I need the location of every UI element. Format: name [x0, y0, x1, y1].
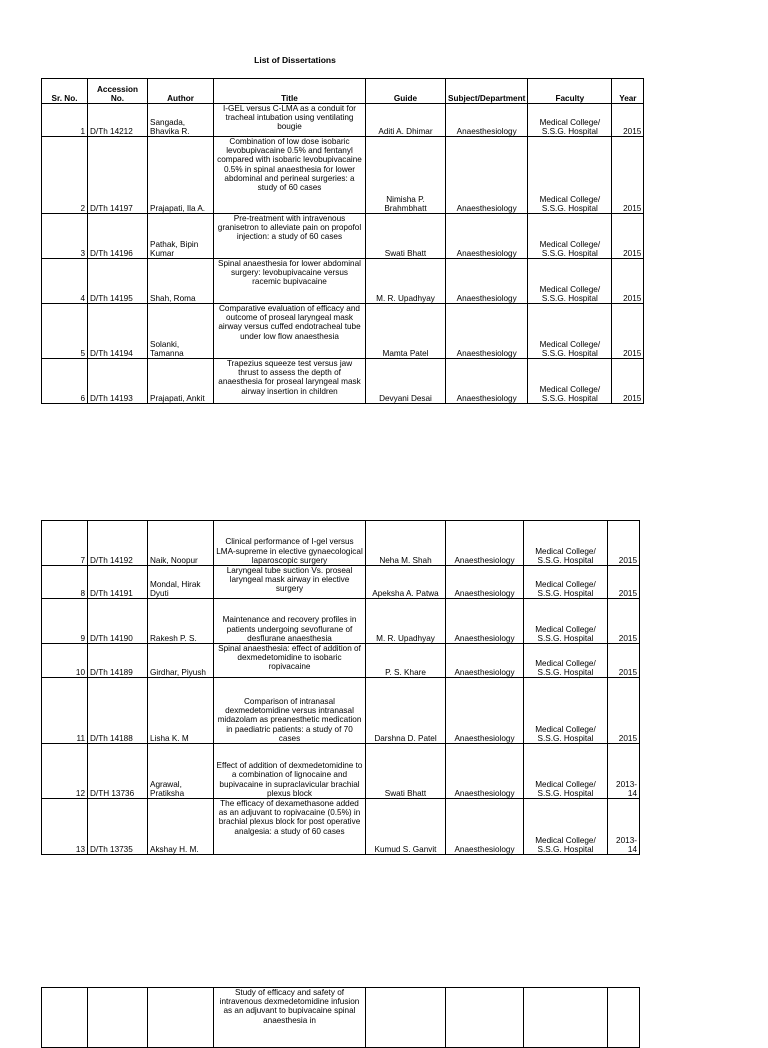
subject: Anaesthesiology — [446, 644, 524, 678]
table-row — [42, 304, 644, 359]
sr-no: 11 — [42, 678, 88, 744]
faculty: Medical College/ S.S.G. Hospital — [528, 137, 612, 214]
title: Trapezius squeeze test versus jaw thrust to assess the depth of anaesthesia for proseal laryngeal mask airway insertion in children — [214, 359, 366, 404]
subject: Anaesthesiology — [446, 678, 524, 744]
header-year: Year — [612, 79, 644, 104]
subject: Anaesthesiology — [446, 104, 528, 137]
sr-no: 6 — [42, 359, 88, 404]
sr-no: 7 — [42, 521, 88, 566]
subject: Anaesthesiology — [446, 521, 524, 566]
header-sr: Sr. No. — [42, 79, 88, 104]
year: 2015 — [612, 104, 644, 137]
year: 2015 — [612, 259, 644, 304]
guide — [366, 988, 446, 1048]
author: Agrawal, Pratiksha — [148, 744, 214, 799]
faculty: Medical College/ S.S.G. Hospital — [528, 104, 612, 137]
faculty: Medical College/ S.S.G. Hospital — [524, 644, 608, 678]
table-row — [42, 644, 640, 678]
author: Prajapati, Ila A. — [148, 137, 214, 214]
table-row — [42, 137, 644, 214]
author: Naik, Noopur — [148, 521, 214, 566]
sr-no — [42, 988, 88, 1048]
guide: M. R. Upadhyay — [366, 599, 446, 644]
accession-no: D/Th 14193 — [88, 359, 148, 404]
title: Pre-treatment with intravenous granisetron to alleviate pain on propofol injection: a study of 60 cases — [214, 214, 366, 259]
header-author: Author — [148, 79, 214, 104]
author: Solanki, Tamanna — [148, 304, 214, 359]
sr-no: 13 — [42, 799, 88, 855]
title: The efficacy of dexamethasone added as an adjuvant to ropivacaine (0.5%) in brachial plexus block for post operative analgesia: a study of 60 cases — [214, 799, 366, 855]
accession-no: D/Th 14194 — [88, 304, 148, 359]
table-row — [42, 259, 644, 304]
dissertation-table-page-1 — [41, 78, 644, 404]
table-row — [42, 744, 640, 799]
sr-no: 1 — [42, 104, 88, 137]
title: Effect of addition of dexmedetomidine to a combination of lignocaine and bupivacaine in supraclavicular brachial plexus block — [214, 744, 366, 799]
subject — [446, 988, 524, 1048]
author: Rakesh P. S. — [148, 599, 214, 644]
faculty: Medical College/ S.S.G. Hospital — [524, 599, 608, 644]
sr-no: 2 — [42, 137, 88, 214]
author: Shah, Roma — [148, 259, 214, 304]
header-subject: Subject/Department — [446, 79, 528, 104]
title: Comparative evaluation of efficacy and outcome of proseal laryngeal mask airway versus cuffed endotracheal tube under low flow anaesthesia — [214, 304, 366, 359]
accession-no — [88, 988, 148, 1048]
subject: Anaesthesiology — [446, 137, 528, 214]
guide: Neha M. Shah — [366, 521, 446, 566]
author: Mondal, Hirak Dyuti — [148, 566, 214, 599]
header-row — [42, 79, 644, 104]
faculty: Medical College/ S.S.G. Hospital — [528, 304, 612, 359]
guide: Darshna D. Patel — [366, 678, 446, 744]
accession-no: D/Th 14212 — [88, 104, 148, 137]
table-row — [42, 988, 640, 1048]
dissertation-table-page-2 — [41, 520, 640, 855]
guide: Swati Bhatt — [366, 214, 446, 259]
faculty: Medical College/ S.S.G. Hospital — [524, 799, 608, 855]
faculty: Medical College/ S.S.G. Hospital — [528, 214, 612, 259]
dissertation-table-page-3 — [41, 987, 640, 1048]
table-row — [42, 104, 644, 137]
accession-no: D/Th 14189 — [88, 644, 148, 678]
author: Lisha K. M — [148, 678, 214, 744]
table-row — [42, 799, 640, 855]
subject: Anaesthesiology — [446, 304, 528, 359]
year: 2015 — [608, 678, 640, 744]
year: 2015 — [612, 304, 644, 359]
year: 2015 — [608, 644, 640, 678]
table-row — [42, 566, 640, 599]
accession-no: D/Th 13735 — [88, 799, 148, 855]
guide: Nimisha P. Brahmbhatt — [366, 137, 446, 214]
sr-no: 10 — [42, 644, 88, 678]
faculty: Medical College/ S.S.G. Hospital — [524, 521, 608, 566]
year: 2013-14 — [608, 799, 640, 855]
year: 2015 — [612, 137, 644, 214]
guide: Mamta Patel — [366, 304, 446, 359]
title: Spinal anaesthesia: effect of addition of dexmedetomidine to isobaric ropivacaine — [214, 644, 366, 678]
year: 2013-14 — [608, 744, 640, 799]
accession-no: D/Th 14191 — [88, 566, 148, 599]
title: Spinal anaesthesia for lower abdominal surgery: levobupivacaine versus racemic bupivacaine — [214, 259, 366, 304]
faculty: Medical College/ S.S.G. Hospital — [528, 359, 612, 404]
faculty: Medical College/ S.S.G. Hospital — [528, 259, 612, 304]
guide: Swati Bhatt — [366, 744, 446, 799]
sr-no: 4 — [42, 259, 88, 304]
page-title: List of Dissertations — [254, 55, 336, 65]
accession-no: D/Th 14190 — [88, 599, 148, 644]
author: Pathak, Bipin Kumar — [148, 214, 214, 259]
faculty — [524, 988, 608, 1048]
author: Girdhar, Piyush — [148, 644, 214, 678]
accession-no: D/Th 14192 — [88, 521, 148, 566]
guide: Apeksha A. Patwa — [366, 566, 446, 599]
title: Comparison of intranasal dexmedetomidine versus intranasal midazolam as preanesthetic medication in paediatric patients: a study of 70 cases — [214, 678, 366, 744]
guide: Devyani Desai — [366, 359, 446, 404]
header-accession: Accession No. — [88, 79, 148, 104]
subject: Anaesthesiology — [446, 599, 524, 644]
sr-no: 9 — [42, 599, 88, 644]
guide: M. R. Upadhyay — [366, 259, 446, 304]
table-row — [42, 678, 640, 744]
faculty: Medical College/ S.S.G. Hospital — [524, 566, 608, 599]
guide: Aditi A. Dhimar — [366, 104, 446, 137]
subject: Anaesthesiology — [446, 744, 524, 799]
accession-no: D/Th 14195 — [88, 259, 148, 304]
author: Akshay H. M. — [148, 799, 214, 855]
subject: Anaesthesiology — [446, 799, 524, 855]
header-guide: Guide — [366, 79, 446, 104]
faculty: Medical College/ S.S.G. Hospital — [524, 744, 608, 799]
author: Prajapati, Ankit — [148, 359, 214, 404]
title: Combination of low dose isobaric levobupivacaine 0.5% and fentanyl compared with isobaric levobupivacaine 0.5% in spinal anaesthesia for lower abdominal and perineal surgeries: a study of 60 cases — [214, 137, 366, 214]
accession-no: D/Th 14188 — [88, 678, 148, 744]
title: Maintenance and recovery profiles in patients undergoing sevoflurane of desflurane anaesthesia — [214, 599, 366, 644]
author: Sangada, Bhavika R. — [148, 104, 214, 137]
accession-no: D/TH 13736 — [88, 744, 148, 799]
year: 2015 — [612, 359, 644, 404]
year: 2015 — [612, 214, 644, 259]
subject: Anaesthesiology — [446, 359, 528, 404]
author — [148, 988, 214, 1048]
title: Study of efficacy and safety of intravenous dexmedetomidine infusion as an adjuvant to bupivacaine spinal anaesthesia in — [214, 988, 366, 1048]
header-title: Title — [214, 79, 366, 104]
table-row — [42, 214, 644, 259]
accession-no: D/Th 14197 — [88, 137, 148, 214]
title: Laryngeal tube suction Vs. proseal laryngeal mask airway in elective surgery — [214, 566, 366, 599]
table-row — [42, 599, 640, 644]
title: I-GEL versus C-LMA as a conduit for tracheal intubation using ventilating bougie — [214, 104, 366, 137]
subject: Anaesthesiology — [446, 214, 528, 259]
accession-no: D/Th 14196 — [88, 214, 148, 259]
sr-no: 12 — [42, 744, 88, 799]
guide: P. S. Khare — [366, 644, 446, 678]
faculty: Medical College/ S.S.G. Hospital — [524, 678, 608, 744]
table-row — [42, 359, 644, 404]
guide: Kumud S. Ganvit — [366, 799, 446, 855]
title: Clinical performance of I-gel versus LMA-supreme in elective gynaecological laparoscopic surgery — [214, 521, 366, 566]
table-row — [42, 521, 640, 566]
year — [608, 988, 640, 1048]
sr-no: 5 — [42, 304, 88, 359]
subject: Anaesthesiology — [446, 566, 524, 599]
sr-no: 8 — [42, 566, 88, 599]
year: 2015 — [608, 599, 640, 644]
subject: Anaesthesiology — [446, 259, 528, 304]
header-faculty: Faculty — [528, 79, 612, 104]
sr-no: 3 — [42, 214, 88, 259]
year: 2015 — [608, 566, 640, 599]
year: 2015 — [608, 521, 640, 566]
